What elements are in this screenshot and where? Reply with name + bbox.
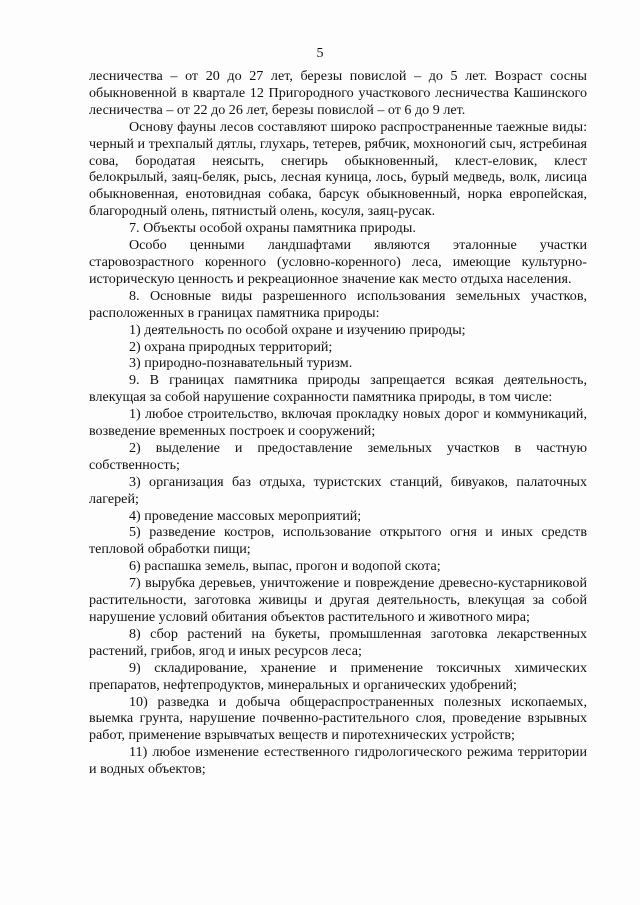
document-body [89, 68, 587, 778]
page-number: 5 [316, 46, 324, 61]
paragraph-fauna: Основу фауны лесов составляют широко распространенные таежные виды: черный и трехпалый дятлы, глухарь, тетерев, рябчик, мохноногий сыч, ястребиная сова, бородатая неясыть, снегирь обыкновенный, клест-еловик, клест белокрылый, заяц-беляк, рысь, лесная куница, лось, бурый медведь, волк, лисица обыкновенная, енотовидная собака, барсук обыкновенный, норка европейская, благородный олень, пятнистый олень, косуля, заяц-русак. [89, 118, 587, 220]
list-item-prohibited-1: 1) любое строительство, включая прокладку новых дорог и коммуникаций, возведение временных построек и сооружений; [89, 406, 587, 440]
paragraph-forestry-age: лесничества – от 20 до 27 лет, березы повислой – до 5 лет. Возраст сосны обыкновенной в квартале 12 Пригородного участкового лесничества Кашинского лесничества – от 22 до 26 лет, березы повислой – от 6 до 9 лет. [89, 68, 587, 118]
list-item-prohibited-4: 4) проведение массовых мероприятий; [129, 507, 362, 524]
list-item-prohibited-2: 2) выделение и предоставление земельных участков в частную собственность; [89, 439, 587, 473]
list-item-prohibited-5: 5) разведение костров, использование открытого огня и иных средств тепловой обработки пищи; [89, 524, 587, 558]
list-item-prohibited-8: 8) сбор растений на букеты, промышленная заготовка лекарственных растений, грибов, ягод и иных ресурсов леса; [89, 625, 587, 659]
list-item-prohibited-3: 3) организация баз отдыха, туристских станций, бивуаков, палаточных лагерей; [89, 473, 587, 507]
heading-prohibited-activities: 9. В границах памятника природы запрещается всякая деятельность, влекущая за собой нарушение сохранности памятника природы, в том числе: [89, 372, 587, 406]
list-item-prohibited-9: 9) складирование, хранение и применение токсичных химических препаратов, нефтепродуктов, минеральных и органических удобрений; [89, 659, 587, 693]
heading-protected-objects: 7. Объекты особой охраны памятника природы. [129, 220, 416, 237]
list-item-prohibited-7: 7) вырубка деревьев, уничтожение и повреждение древесно-кустарниковой растительности, заготовка живицы и другая деятельность, влекущая за собой нарушение условий обитания объектов растительного и животного мира; [89, 575, 587, 625]
list-item-permitted-1: 1) деятельность по особой охране и изучению природы; [129, 321, 466, 338]
list-item-prohibited-11: 11) любое изменение естественного гидрологического режима территории и водных объектов; [89, 744, 587, 778]
list-item-permitted-3: 3) природно-познавательный туризм. [129, 355, 353, 372]
heading-permitted-use: 8. Основные виды разрешенного использования земельных участков, расположенных в границах памятника природы: [89, 287, 587, 321]
paragraph-valuable-landscapes: Особо ценными ландшафтами являются эталонные участки старовозрастного коренного (условно-коренного) леса, имеющие культурно-историческую ценность и рекреационное значение как место отдыха населения. [89, 237, 587, 287]
list-item-prohibited-6: 6) распашка земель, выпас, прогон и водопой скота; [129, 558, 441, 575]
list-item-prohibited-10: 10) разведка и добыча общераспространенных полезных ископаемых, выемка грунта, нарушение почвенно-растительного слоя, проведение взрывных работ, применение взрывчатых веществ и пиротехнических устройств; [89, 693, 587, 744]
list-item-permitted-2: 2) охрана природных территорий; [129, 338, 333, 355]
